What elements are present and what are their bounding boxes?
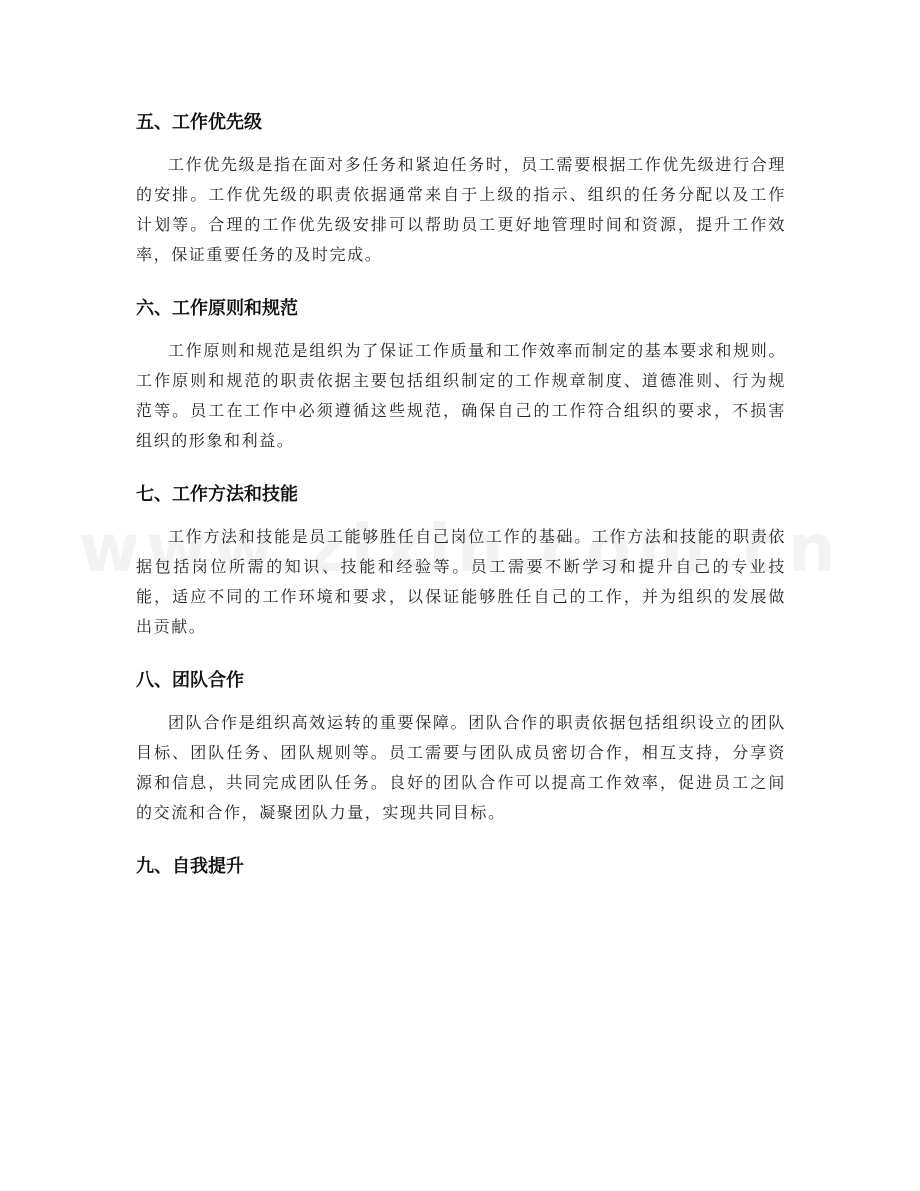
section-title: 九、自我提升 xyxy=(136,856,244,877)
section-self-improvement xyxy=(136,848,786,886)
section-title: 六、工作原则和规范 xyxy=(136,298,298,319)
section-teamwork xyxy=(136,662,786,828)
section-paragraph: 团队合作是组织高效运转的重要保障。团队合作的职责依据包括组织设立的团队目标、团队任务、团队规则等。员工需要与团队成员密切合作，相互支持，分享资源和信息，共同完成团队任务。良好的团队合作可以提高工作效率，促进员工之间的交流和合作，凝聚团队力量，实现共同目标。 xyxy=(136,713,786,822)
section-title: 八、团队合作 xyxy=(136,670,244,691)
section-paragraph: 工作方法和技能是员工能够胜任自己岗位工作的基础。工作方法和技能的职责依据包括岗位所需的知识、技能和经验等。员工需要不断学习和提升自己的专业技能，适应不同的工作环境和要求，以保证能够胜任自己的工作，并为组织的发展做出贡献。 xyxy=(136,527,786,636)
document-content xyxy=(136,104,786,886)
section-title: 七、工作方法和技能 xyxy=(136,484,298,505)
section-work-methods xyxy=(136,476,786,642)
section-paragraph: 工作原则和规范是组织为了保证工作质量和工作效率而制定的基本要求和规则。工作原则和规范的职责依据主要包括组织制定的工作规章制度、道德准则、行为规范等。员工在工作中必须遵循这些规范，确保自己的工作符合组织的要求，不损害组织的形象和利益。 xyxy=(136,341,786,450)
section-work-priority xyxy=(136,104,786,270)
section-title: 五、工作优先级 xyxy=(136,112,262,133)
section-work-principles xyxy=(136,290,786,456)
section-paragraph: 工作优先级是指在面对多任务和紧迫任务时，员工需要根据工作优先级进行合理的安排。工作优先级的职责依据通常来自于上级的指示、组织的任务分配以及工作计划等。合理的工作优先级安排可以帮助员工更好地管理时间和资源，提升工作效率，保证重要任务的及时完成。 xyxy=(136,155,786,264)
